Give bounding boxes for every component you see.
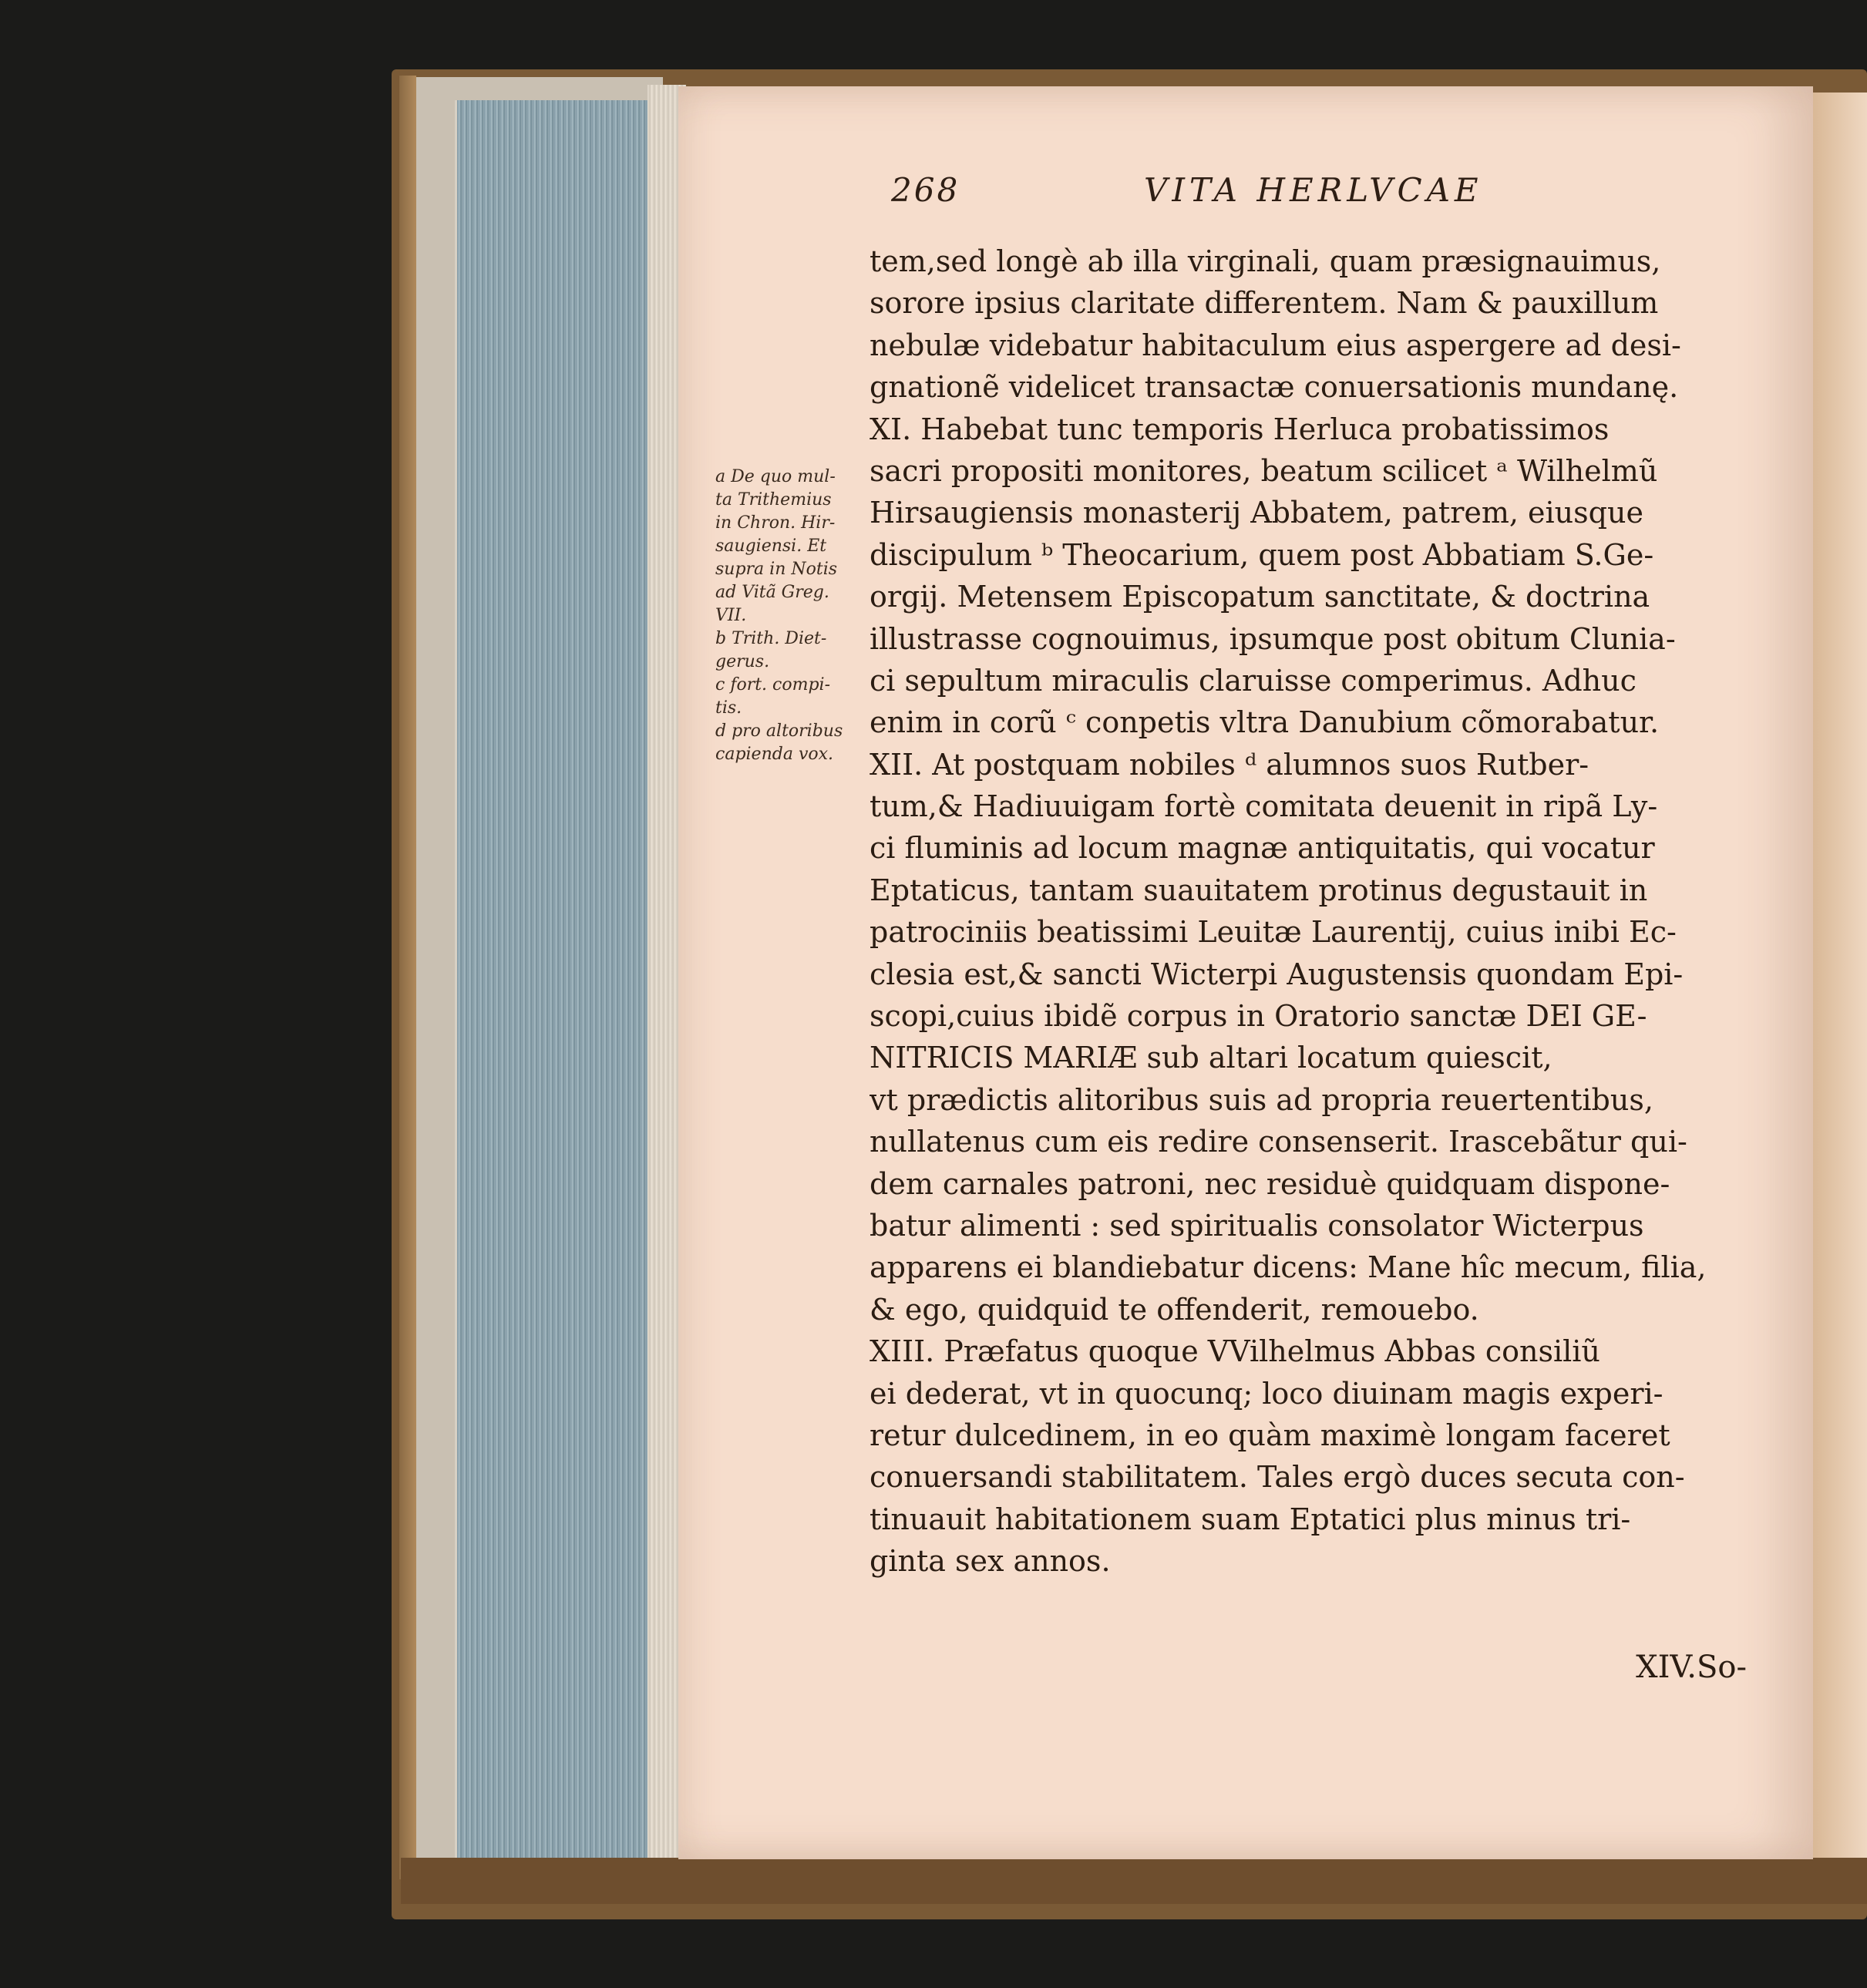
text-line: orgij. Metensem Episcopatum sanctitate, & doctrina: [870, 580, 1650, 614]
margin-note-line: VII.: [715, 606, 747, 625]
text-line: NITRICIS MARIÆ sub altari locatum quiescit,: [870, 1041, 1552, 1075]
text-line: conuersandi stabilitatem. Tales ergò duces secuta con-: [870, 1460, 1685, 1495]
text-line: nullatenus cum eis redire consenserit. Irascebãtur qui-: [870, 1125, 1687, 1159]
margin-note-line: ta Trithemius: [715, 490, 832, 510]
margin-note-line: d pro altoribus: [715, 722, 843, 741]
text-line: scopi,cuius ibidẽ corpus in Oratorio sanctæ DEI GE-: [870, 999, 1647, 1034]
text-line: tem,sed longè ab illa virginali, quam præsignauimus,: [870, 244, 1661, 278]
text-line: sorore ipsius claritate differentem. Nam & pauxillum: [870, 286, 1659, 321]
margin-note-line: b Trith. Diet-: [715, 629, 827, 648]
text-line: retur dulcedinem, in eo quàm maximè longam faceret: [870, 1418, 1670, 1452]
margin-note-line: gerus.: [715, 652, 770, 671]
text-line: XI. Habebat tunc temporis Herluca probatissimos: [870, 412, 1610, 446]
text-line: enim in corũ ᶜ conpetis vltra Danubium cõmorabatur.: [870, 705, 1660, 740]
page-edges-stack: [455, 100, 650, 1858]
margin-note-line: ad Vitã Greg.: [715, 583, 829, 602]
text-line: vt prædictis alitoribus suis ad propria reuertentibus,: [870, 1082, 1653, 1117]
text-line: sacri propositi monitores, beatum scilicet ᵃ Wilhelmũ: [870, 453, 1658, 488]
margin-note-line: capienda vox.: [715, 745, 834, 764]
text-line: ci fluminis ad locum magnæ antiquitatis, qui vocatur: [870, 831, 1655, 866]
text-line: ei dederat, vt in quocunq; loco diuinam magis experi-: [870, 1376, 1663, 1411]
text-line: & ego, quidquid te offenderit, remouebo.: [870, 1292, 1479, 1327]
cover-edge: [399, 76, 416, 1879]
text-line: Eptaticus, tantam suauitatem protinus degustauit in: [870, 873, 1648, 907]
text-line: discipulum ᵇ Theocarium, quem post Abbatiam S.Ge-: [870, 537, 1654, 572]
body-text: [870, 241, 1748, 1583]
margin-notes: [715, 466, 870, 766]
margin-note-line: in Chron. Hir-: [715, 513, 836, 533]
text-line: ci sepultum miraculis claruisse comperimus. Adhuc: [870, 663, 1637, 698]
text-line: XIII. Præfatus quoque VVilhelmus Abbas consiliũ: [870, 1334, 1600, 1369]
text-line: batur alimenti : sed spiritualis consolator Wicterpus: [870, 1208, 1644, 1243]
text-line: clesia est,& sancti Wicterpi Augustensis quondam Epi-: [870, 957, 1684, 991]
bottom-board: [401, 1858, 1867, 1904]
text-line: gnationẽ videlicet transactæ conuersationis mundanę.: [870, 370, 1679, 405]
margin-note-line: tis.: [715, 698, 742, 718]
catchword: XIV.So-: [1636, 1650, 1747, 1685]
page-number: 268: [891, 171, 960, 209]
text-line: Hirsaugiensis monasterij Abbatem, patrem, eiusque: [870, 496, 1643, 530]
text-line: tinuauit habitationem suam Eptatici plus minus tri-: [870, 1502, 1631, 1536]
text-line: patrociniis beatissimi Leuitæ Laurentij, cuius inibi Ec-: [870, 915, 1677, 950]
margin-note-line: c fort. compi-: [715, 675, 831, 695]
text-line: tum,& Hadiuuigam fortè comitata deuenit in ripã Ly-: [870, 789, 1658, 824]
text-line: apparens ei blandiebatur dicens: Mane hîc mecum, filia,: [870, 1250, 1707, 1285]
text-line: ginta sex annos.: [870, 1544, 1111, 1579]
running-head: [891, 171, 1585, 217]
right-page-edge: [1813, 93, 1867, 1858]
text-line: nebulæ videbatur habitaculum eius aspergere ad desi-: [870, 328, 1681, 362]
text-line: dem carnales patroni, nec residuè quidquam dispone-: [870, 1166, 1670, 1201]
margin-note-line: saugiensi. Et: [715, 537, 827, 556]
margin-note-line: supra in Notis: [715, 560, 838, 579]
text-line: XII. At postquam nobiles ᵈ alumnos suos Rutber-: [870, 747, 1589, 782]
text-line: illustrasse cognouimus, ipsumque post obitum Clunia-: [870, 621, 1676, 656]
running-title: VITA HERLVCAE: [1144, 171, 1483, 209]
margin-note-line: a De quo mul-: [715, 467, 836, 486]
